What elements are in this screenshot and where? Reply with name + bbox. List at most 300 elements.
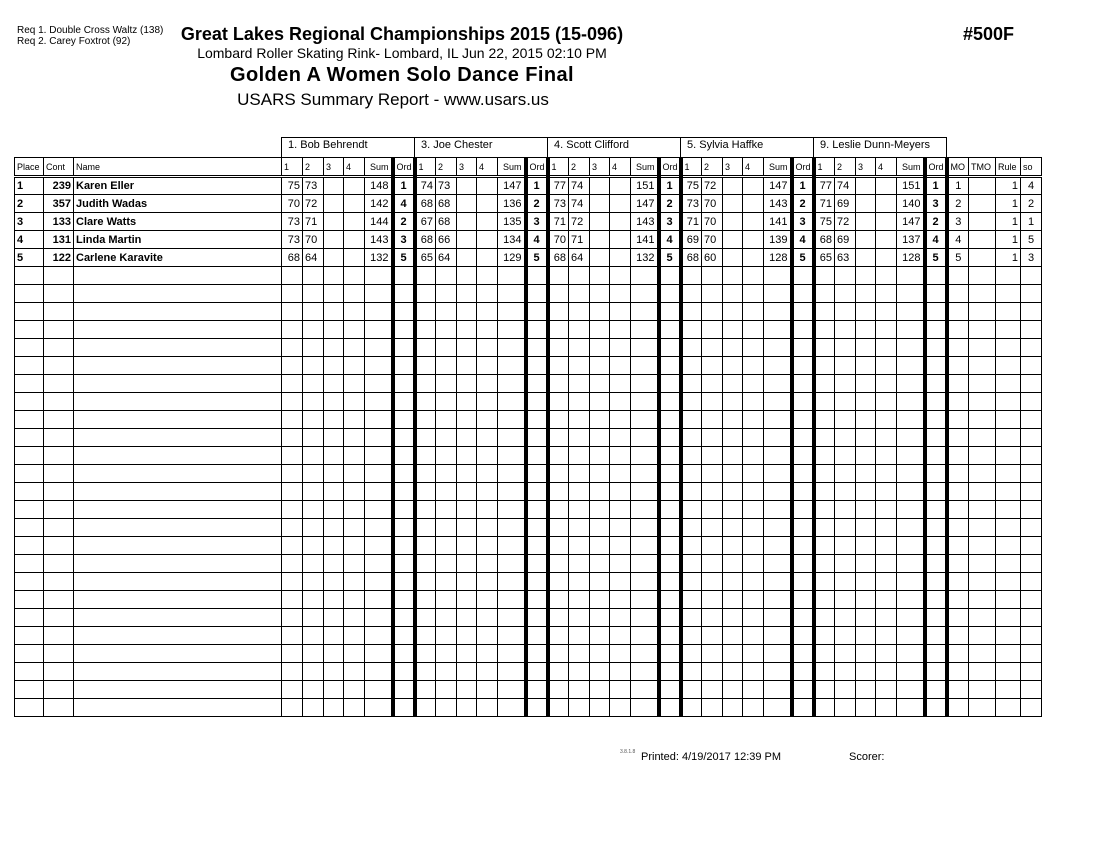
empty-cell	[457, 267, 477, 285]
judge3-score2: 71	[569, 231, 590, 249]
empty-row	[15, 537, 1042, 555]
empty-cell	[526, 393, 548, 411]
empty-cell	[590, 357, 610, 375]
empty-cell	[590, 339, 610, 357]
empty-cell	[548, 267, 569, 285]
empty-cell	[477, 663, 498, 681]
empty-cell	[659, 537, 681, 555]
judge1-score3	[324, 213, 344, 231]
empty-cell	[569, 483, 590, 501]
empty-cell	[415, 627, 436, 645]
judge5-score1: 65	[814, 249, 835, 267]
judge2-score1: 65	[415, 249, 436, 267]
mo-cell: 1	[947, 177, 969, 195]
empty-cell	[590, 627, 610, 645]
empty-cell	[436, 519, 457, 537]
judge2-score3	[457, 231, 477, 249]
empty-cell	[344, 591, 365, 609]
empty-cell	[897, 267, 925, 285]
empty-cell	[996, 573, 1021, 591]
judge1-score3	[324, 177, 344, 195]
empty-cell	[856, 519, 876, 537]
judge2-score1: 67	[415, 213, 436, 231]
empty-cell	[282, 375, 303, 393]
empty-cell	[526, 375, 548, 393]
empty-cell	[569, 519, 590, 537]
empty-cell	[792, 573, 814, 591]
empty-cell	[723, 285, 743, 303]
judge1-score1: 73	[282, 213, 303, 231]
empty-cell	[569, 321, 590, 339]
empty-cell	[1021, 339, 1042, 357]
empty-cell	[702, 483, 723, 501]
empty-cell	[393, 645, 415, 663]
empty-cell	[681, 699, 702, 717]
empty-cell	[996, 321, 1021, 339]
empty-cell	[856, 285, 876, 303]
empty-cell	[365, 483, 393, 501]
judge3-ord: 1	[659, 177, 681, 195]
empty-cell	[947, 573, 969, 591]
empty-cell	[792, 663, 814, 681]
empty-cell	[365, 681, 393, 699]
empty-cell	[792, 681, 814, 699]
judge1-score1: 75	[282, 177, 303, 195]
empty-cell	[365, 573, 393, 591]
empty-cell	[365, 699, 393, 717]
empty-cell	[548, 609, 569, 627]
empty-cell	[44, 483, 74, 501]
empty-cell	[393, 321, 415, 339]
judge5-score3	[856, 249, 876, 267]
empty-row	[15, 609, 1042, 627]
empty-cell	[477, 591, 498, 609]
empty-cell	[569, 267, 590, 285]
empty-cell	[436, 663, 457, 681]
judge4-ord: 3	[792, 213, 814, 231]
judge5-score1: 77	[814, 177, 835, 195]
header-judge3-1: 1	[548, 158, 569, 177]
header-so: so	[1021, 158, 1042, 177]
empty-cell	[876, 573, 897, 591]
empty-cell	[344, 663, 365, 681]
empty-cell	[393, 483, 415, 501]
empty-cell	[702, 393, 723, 411]
judge4-score1: 75	[681, 177, 702, 195]
judge5-score4	[876, 177, 897, 195]
empty-cell	[590, 375, 610, 393]
empty-cell	[792, 303, 814, 321]
empty-cell	[344, 609, 365, 627]
empty-cell	[498, 339, 526, 357]
empty-cell	[44, 357, 74, 375]
empty-cell	[743, 285, 764, 303]
judge4-score3	[723, 213, 743, 231]
judge4-score3	[723, 249, 743, 267]
empty-cell	[681, 321, 702, 339]
judge4-score4	[743, 177, 764, 195]
empty-cell	[74, 519, 282, 537]
empty-cell	[15, 537, 44, 555]
judge5-score3	[856, 213, 876, 231]
header-judge3-4: 4	[610, 158, 631, 177]
empty-cell	[996, 303, 1021, 321]
empty-cell	[393, 411, 415, 429]
empty-cell	[681, 303, 702, 321]
empty-cell	[548, 285, 569, 303]
empty-cell	[764, 465, 792, 483]
empty-cell	[365, 375, 393, 393]
empty-cell	[457, 303, 477, 321]
empty-cell	[415, 411, 436, 429]
empty-cell	[415, 393, 436, 411]
name-cell: Karen Eller	[74, 177, 282, 195]
empty-cell	[415, 339, 436, 357]
empty-cell	[393, 357, 415, 375]
empty-cell	[764, 411, 792, 429]
empty-cell	[393, 447, 415, 465]
judge4-score2: 70	[702, 231, 723, 249]
empty-cell	[681, 573, 702, 591]
empty-cell	[526, 303, 548, 321]
empty-row	[15, 501, 1042, 519]
empty-cell	[365, 537, 393, 555]
judge4-sum: 143	[764, 195, 792, 213]
empty-cell	[344, 699, 365, 717]
empty-cell	[659, 465, 681, 483]
empty-cell	[835, 267, 856, 285]
empty-cell	[969, 393, 996, 411]
empty-row	[15, 411, 1042, 429]
empty-cell	[856, 267, 876, 285]
empty-cell	[1021, 573, 1042, 591]
judge5-score4	[876, 213, 897, 231]
empty-cell	[947, 591, 969, 609]
empty-cell	[610, 573, 631, 591]
empty-cell	[415, 609, 436, 627]
empty-cell	[569, 555, 590, 573]
empty-cell	[856, 321, 876, 339]
empty-cell	[723, 321, 743, 339]
header-judge3-sum: Sum	[631, 158, 659, 177]
empty-cell	[631, 483, 659, 501]
empty-cell	[324, 699, 344, 717]
empty-cell	[876, 393, 897, 411]
empty-cell	[15, 609, 44, 627]
table-row	[15, 195, 1042, 213]
empty-cell	[282, 339, 303, 357]
empty-cell	[303, 339, 324, 357]
empty-cell	[590, 483, 610, 501]
judge2-score2: 68	[436, 213, 457, 231]
empty-cell	[897, 501, 925, 519]
empty-cell	[969, 447, 996, 465]
judge5-score3	[856, 195, 876, 213]
empty-cell	[814, 681, 835, 699]
empty-cell	[876, 555, 897, 573]
empty-cell	[457, 339, 477, 357]
empty-cell	[282, 411, 303, 429]
empty-cell	[814, 465, 835, 483]
rule-cell: 1	[996, 213, 1021, 231]
empty-cell	[477, 321, 498, 339]
empty-cell	[681, 519, 702, 537]
empty-cell	[610, 339, 631, 357]
empty-cell	[282, 519, 303, 537]
empty-cell	[393, 285, 415, 303]
judge2-score4	[477, 213, 498, 231]
empty-cell	[457, 519, 477, 537]
empty-cell	[590, 321, 610, 339]
empty-cell	[365, 627, 393, 645]
empty-cell	[743, 267, 764, 285]
empty-cell	[324, 573, 344, 591]
empty-cell	[344, 411, 365, 429]
empty-cell	[631, 591, 659, 609]
empty-cell	[1021, 447, 1042, 465]
empty-cell	[743, 573, 764, 591]
empty-cell	[856, 501, 876, 519]
judge3-score2: 72	[569, 213, 590, 231]
empty-cell	[876, 501, 897, 519]
empty-cell	[814, 375, 835, 393]
table-row	[15, 249, 1042, 267]
empty-cell	[415, 645, 436, 663]
empty-cell	[925, 555, 947, 573]
empty-cell	[925, 501, 947, 519]
empty-cell	[44, 267, 74, 285]
empty-cell	[876, 267, 897, 285]
empty-cell	[498, 699, 526, 717]
judge1-score4	[344, 195, 365, 213]
empty-cell	[835, 699, 856, 717]
header-judge5-4: 4	[876, 158, 897, 177]
judge5-ord: 4	[925, 231, 947, 249]
empty-cell	[74, 699, 282, 717]
empty-cell	[477, 465, 498, 483]
venue-date: Lombard Roller Skating Rink- Lombard, IL Jun 22, 2015 02:10 PM	[197, 45, 607, 61]
empty-cell	[303, 519, 324, 537]
empty-cell	[792, 627, 814, 645]
empty-cell	[393, 501, 415, 519]
event-number: #500F	[963, 24, 1015, 44]
empty-cell	[702, 681, 723, 699]
empty-cell	[569, 501, 590, 519]
empty-cell	[610, 303, 631, 321]
empty-cell	[925, 447, 947, 465]
empty-cell	[15, 411, 44, 429]
empty-cell	[526, 357, 548, 375]
empty-cell	[897, 609, 925, 627]
empty-cell	[526, 429, 548, 447]
judge2-score4	[477, 195, 498, 213]
empty-cell	[393, 339, 415, 357]
empty-cell	[814, 357, 835, 375]
empty-cell	[303, 375, 324, 393]
empty-cell	[498, 681, 526, 699]
empty-cell	[702, 357, 723, 375]
judge3-sum: 151	[631, 177, 659, 195]
empty-cell	[659, 699, 681, 717]
empty-cell	[681, 339, 702, 357]
empty-row	[15, 285, 1042, 303]
empty-cell	[969, 573, 996, 591]
empty-cell	[814, 339, 835, 357]
judge2-score2: 66	[436, 231, 457, 249]
empty-cell	[324, 285, 344, 303]
empty-cell	[876, 627, 897, 645]
empty-cell	[44, 645, 74, 663]
judge4-sum: 141	[764, 213, 792, 231]
empty-cell	[590, 411, 610, 429]
empty-cell	[457, 627, 477, 645]
empty-cell	[764, 537, 792, 555]
empty-cell	[835, 645, 856, 663]
empty-cell	[303, 411, 324, 429]
empty-cell	[792, 501, 814, 519]
judge5-score2: 63	[835, 249, 856, 267]
empty-cell	[74, 609, 282, 627]
empty-cell	[477, 681, 498, 699]
empty-cell	[548, 429, 569, 447]
empty-cell	[436, 681, 457, 699]
empty-cell	[282, 663, 303, 681]
empty-cell	[477, 645, 498, 663]
empty-cell	[526, 285, 548, 303]
empty-cell	[15, 465, 44, 483]
empty-cell	[548, 483, 569, 501]
name-cell: Judith Wadas	[74, 195, 282, 213]
judge5-sum: 147	[897, 213, 925, 231]
judge3-ord: 4	[659, 231, 681, 249]
empty-cell	[925, 663, 947, 681]
empty-cell	[969, 501, 996, 519]
empty-cell	[590, 465, 610, 483]
empty-cell	[659, 375, 681, 393]
empty-cell	[415, 357, 436, 375]
empty-cell	[897, 591, 925, 609]
empty-cell	[856, 447, 876, 465]
empty-cell	[764, 483, 792, 501]
empty-cell	[610, 627, 631, 645]
header-judge3-ord: Ord	[659, 158, 681, 177]
empty-cell	[876, 591, 897, 609]
empty-cell	[947, 357, 969, 375]
judge4-score3	[723, 177, 743, 195]
empty-cell	[324, 375, 344, 393]
empty-cell	[526, 321, 548, 339]
empty-cell	[44, 465, 74, 483]
empty-cell	[457, 465, 477, 483]
judge1-sum: 144	[365, 213, 393, 231]
empty-cell	[590, 303, 610, 321]
rule-cell: 1	[996, 249, 1021, 267]
empty-cell	[969, 699, 996, 717]
empty-cell	[282, 555, 303, 573]
empty-cell	[44, 699, 74, 717]
empty-cell	[681, 627, 702, 645]
judge5-score2: 74	[835, 177, 856, 195]
empty-cell	[548, 627, 569, 645]
empty-cell	[15, 303, 44, 321]
empty-cell	[764, 681, 792, 699]
empty-cell	[925, 375, 947, 393]
empty-cell	[876, 645, 897, 663]
empty-cell	[344, 501, 365, 519]
empty-cell	[393, 465, 415, 483]
empty-cell	[415, 429, 436, 447]
empty-cell	[947, 447, 969, 465]
empty-cell	[996, 555, 1021, 573]
empty-cell	[282, 447, 303, 465]
printed-timestamp: Printed: 4/19/2017 12:39 PM	[641, 751, 782, 763]
empty-cell	[526, 339, 548, 357]
judge2-ord: 3	[526, 213, 548, 231]
judge1-score2: 70	[303, 231, 324, 249]
empty-cell	[969, 537, 996, 555]
empty-cell	[631, 339, 659, 357]
empty-cell	[303, 663, 324, 681]
empty-cell	[74, 303, 282, 321]
empty-cell	[702, 285, 723, 303]
empty-cell	[436, 555, 457, 573]
header-judge1-ord: Ord	[393, 158, 415, 177]
empty-row	[15, 645, 1042, 663]
version-label: 3.8.1.8	[620, 749, 636, 755]
empty-cell	[15, 447, 44, 465]
empty-cell	[569, 627, 590, 645]
empty-cell	[526, 267, 548, 285]
empty-cell	[743, 357, 764, 375]
empty-cell	[526, 645, 548, 663]
empty-cell	[44, 303, 74, 321]
empty-cell	[526, 627, 548, 645]
empty-cell	[792, 483, 814, 501]
empty-cell	[590, 267, 610, 285]
empty-cell	[477, 285, 498, 303]
so-cell: 5	[1021, 231, 1042, 249]
empty-cell	[436, 465, 457, 483]
empty-cell	[393, 519, 415, 537]
empty-cell	[365, 645, 393, 663]
empty-cell	[74, 645, 282, 663]
judge2-sum: 135	[498, 213, 526, 231]
empty-cell	[897, 303, 925, 321]
mo-cell: 5	[947, 249, 969, 267]
empty-cell	[925, 465, 947, 483]
empty-cell	[569, 663, 590, 681]
empty-cell	[876, 357, 897, 375]
empty-cell	[477, 627, 498, 645]
empty-cell	[365, 663, 393, 681]
judge3-score3	[590, 249, 610, 267]
empty-cell	[659, 681, 681, 699]
empty-cell	[526, 537, 548, 555]
empty-cell	[548, 303, 569, 321]
empty-cell	[897, 483, 925, 501]
empty-cell	[764, 645, 792, 663]
empty-cell	[1021, 681, 1042, 699]
empty-cell	[436, 393, 457, 411]
judge3-score2: 64	[569, 249, 590, 267]
empty-cell	[365, 303, 393, 321]
empty-cell	[969, 483, 996, 501]
header-name: Name	[74, 158, 282, 177]
empty-cell	[814, 537, 835, 555]
empty-cell	[947, 429, 969, 447]
empty-cell	[996, 393, 1021, 411]
empty-cell	[814, 609, 835, 627]
